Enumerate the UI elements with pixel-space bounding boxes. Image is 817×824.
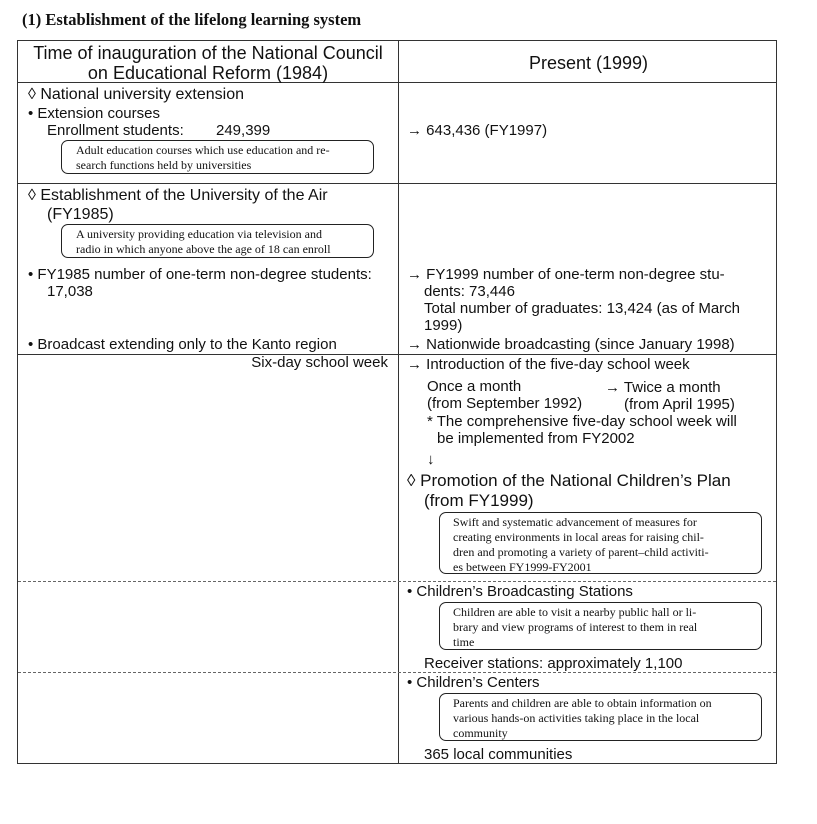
note-line: creating environments in local areas for raising chil- <box>453 530 704 544</box>
note-line: dren and promoting a variety of parent–child activiti- <box>453 545 709 559</box>
row-divider <box>18 354 776 355</box>
row-divider <box>18 183 776 184</box>
air-graduates-line1: Total number of graduates: 13,424 (as of March <box>424 300 741 317</box>
comparison-table <box>17 40 777 764</box>
dashed-row-divider <box>18 581 776 582</box>
header-left-line1: Time of inauguration of the National Council <box>33 43 383 63</box>
note-line: radio in which anyone above the age of 18 can enroll <box>76 242 331 256</box>
air-title-line1: ◊ Establishment of the University of the Air <box>28 187 328 204</box>
note-line: Children are able to visit a nearby public hall or li- <box>453 605 697 619</box>
air-note-box <box>61 224 374 258</box>
air-present-line1: → FY1999 number of one-term non-degree stu- <box>407 266 725 283</box>
note-line: Adult education courses which use education and re- <box>76 143 330 157</box>
broadcasting-stations-note-box <box>439 602 762 650</box>
comprehensive-note-line1: * The comprehensive five-day school week will <box>427 413 737 430</box>
note-line: es between FY1999-FY2001 <box>453 560 592 574</box>
note-line: community <box>453 726 508 740</box>
note-line: time <box>453 635 475 649</box>
air-title-line2: (FY1985) <box>47 206 114 223</box>
extension-note-box <box>61 140 374 174</box>
five-day-intro: → Introduction of the five-day school week <box>407 356 690 373</box>
receiver-stations: Receiver stations: approximately 1,100 <box>424 655 683 672</box>
childrens-plan-note-box <box>439 512 762 574</box>
enrollment-value: 249,399 <box>216 122 271 139</box>
note-line: Swift and systematic advancement of measures for <box>453 515 697 529</box>
childrens-plan-date: (from FY1999) <box>424 491 534 510</box>
section-heading: (1) Establishment of the lifelong learning system <box>22 10 362 29</box>
enrollment-label: Enrollment students: <box>47 122 184 139</box>
note-line: search functions held by universities <box>76 158 252 172</box>
extension-present: → 643,436 (FY1997) <box>407 122 548 139</box>
local-communities-count: 365 local communities <box>424 746 573 763</box>
air-broadcast-past: • Broadcast extending only to the Kanto region <box>28 336 337 353</box>
column-divider <box>398 41 399 763</box>
air-graduates-line2: 1999) <box>424 317 463 334</box>
down-arrow: ↓ <box>427 451 435 468</box>
six-day-school-week: Six-day school week <box>251 354 388 371</box>
comprehensive-note-line2: be implemented from FY2002 <box>437 430 635 447</box>
header-left-line2: on Educational Reform (1984) <box>87 63 329 83</box>
header-right: Present (1999) <box>528 53 649 73</box>
broadcasting-stations-title: • Children’s Broadcasting Stations <box>407 583 633 600</box>
air-present-line2: dents: 73,446 <box>424 283 515 300</box>
once-a-month: Once a month <box>427 378 522 395</box>
childrens-centers-note-box <box>439 693 762 741</box>
childrens-plan-title: ◊ Promotion of the National Children’s Plan <box>407 471 731 490</box>
note-line: various hands-on activities taking place in the local <box>453 711 700 725</box>
note-line: brary and view programs of interest to them in real <box>453 620 698 634</box>
air-broadcast-present: → Nationwide broadcasting (since January 1998) <box>407 336 735 353</box>
twice-a-month: → Twice a month <box>605 379 721 396</box>
note-line: A university providing education via television and <box>76 227 322 241</box>
air-students-1985: • FY1985 number of one-term non-degree students: <box>28 266 372 283</box>
air-students-1985-value: 17,038 <box>47 283 93 300</box>
extension-title: ◊ National university extension <box>28 86 245 103</box>
childrens-centers-title: • Children’s Centers <box>407 674 540 691</box>
once-a-month-date: (from September 1992) <box>427 395 583 412</box>
extension-bullet: • Extension courses <box>28 105 160 122</box>
note-line: Parents and children are able to obtain information on <box>453 696 712 710</box>
twice-a-month-date: (from April 1995) <box>624 396 735 413</box>
